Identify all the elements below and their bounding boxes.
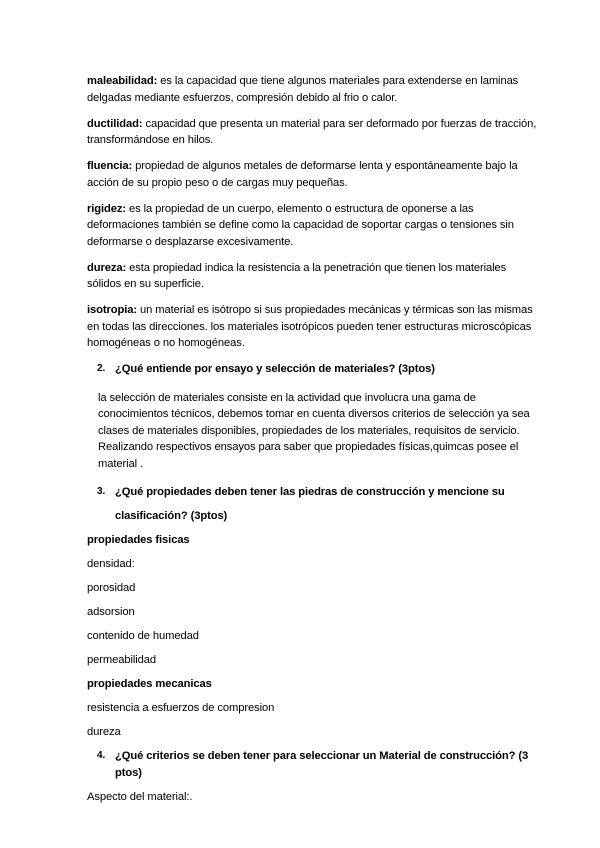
mechanical-properties-heading: propiedades mecanicas <box>87 678 212 690</box>
question-text: ¿Qué criterios se deben tener para seleccionar un Material de construcción? (3 ptos) <box>115 750 529 779</box>
question-2 <box>87 361 540 378</box>
list-item: densidad: <box>87 558 135 570</box>
definition-text: propiedad de algunos metales de deformarse lenta y espontáneamente bajo la acción de su propio peso o de cargas muy pequeñas. <box>87 160 518 189</box>
question-number: 4. <box>97 750 106 761</box>
definition-text: capacidad que presenta un material para ser deformado por fuerzas de tracción, transformándose en hilos. <box>87 117 537 146</box>
definition-rigidez <box>87 201 540 251</box>
term-label: maleabilidad: <box>87 75 158 87</box>
list-item: resistencia a esfuerzos de compresion <box>87 702 275 714</box>
definition-text: es la propiedad de un cuerpo, elemento o estructura de oponerse a las deformaciones también se define como la capacidad de soportar cargas o tensiones sin deformarse o desplazarse excesivamente. <box>87 202 514 248</box>
term-label: fluencia: <box>87 160 133 172</box>
definition-ductilidad <box>87 116 540 149</box>
definition-text: es la capacidad que tiene algunos materiales para extenderse en laminas delgadas mediante esfuerzos, compresión debido al frio o calor. <box>87 75 519 104</box>
definition-isotropia <box>87 302 540 352</box>
question-text: ¿Qué entiende por ensayo y selección de materiales? (3ptos) <box>115 363 435 375</box>
term-label: dureza: <box>87 261 127 274</box>
question-number: 3. <box>97 486 106 497</box>
question-4 <box>87 748 540 781</box>
definition-fluencia <box>87 158 540 191</box>
list-item: permeabilidad <box>87 654 156 666</box>
term-label: rigidez: <box>87 202 126 215</box>
answer-4: Aspecto del material:. <box>87 791 193 803</box>
list-item: adsorsion <box>87 606 135 618</box>
definition-maleabilidad <box>87 73 540 106</box>
term-label: isotropia: <box>87 304 137 316</box>
question-text: ¿Qué propiedades deben tener las piedras de construcción y mencione su clasificación? (3ptos) <box>115 486 505 522</box>
definition-dureza <box>87 260 540 293</box>
term-label: ductilidad: <box>87 117 143 130</box>
physical-properties-heading: propiedades fisicas <box>87 534 190 546</box>
list-item: porosidad <box>87 582 136 594</box>
definition-text: un material es isótropo si sus propiedades mecánicas y térmicas son las mismas en todas las direcciones. los materiales isotrópicos pueden tener estructuras microscópicas homogéneas o no homogéneas. <box>87 304 533 349</box>
question-3 <box>87 480 540 528</box>
list-item: dureza <box>87 726 121 738</box>
list-item: contenido de humedad <box>87 630 199 642</box>
answer-2: la selección de materiales consiste en la actividad que involucra una gama de conocimientos técnicos, debemos tomar en cuenta diversos criterios de selección ya sea clases de materiales disponibles, propiedades de los materiales, requisitos de servicio. Realizando respectivos ensayos para saber que propiedades físicas,quimcas posee el material . <box>98 391 530 470</box>
question-number: 2. <box>97 363 106 374</box>
definition-text: esta propiedad indica la resistencia a la penetración que tienen los materiales sólidos en su superficie. <box>87 261 507 290</box>
